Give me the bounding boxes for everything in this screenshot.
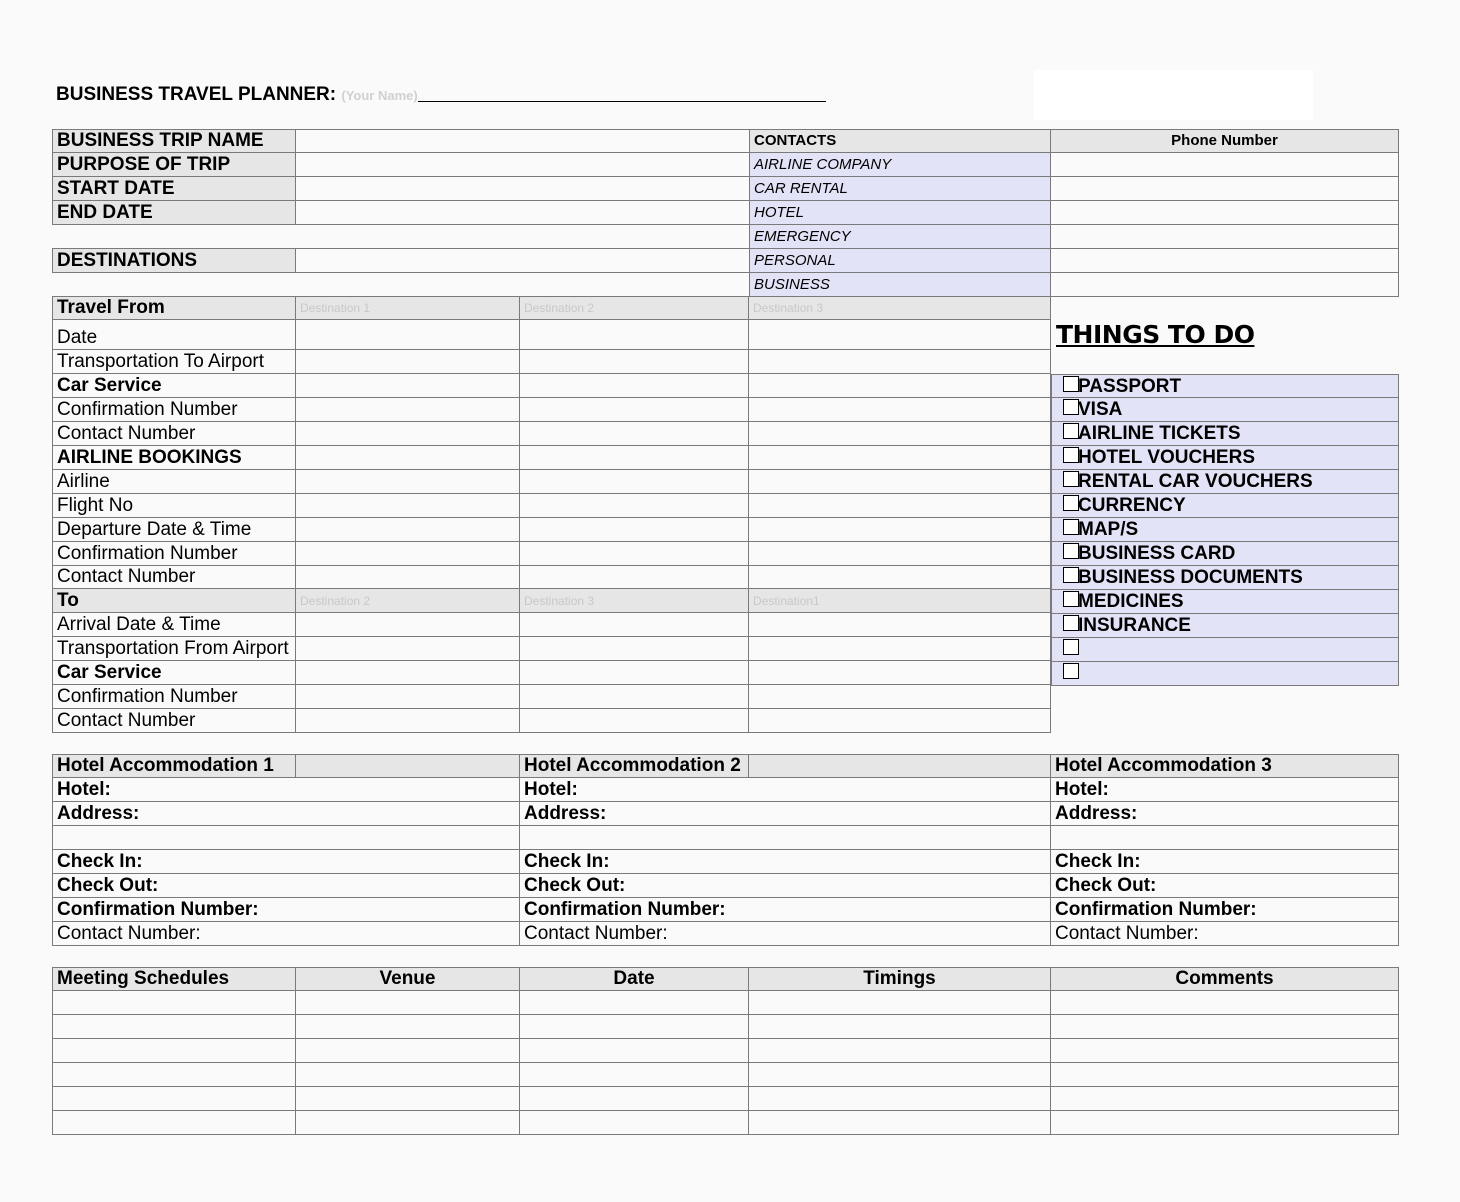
contact-label: HOTEL xyxy=(749,201,1051,225)
hotel-field[interactable]: Confirmation Number: xyxy=(52,898,520,922)
meeting-field[interactable] xyxy=(520,1063,749,1087)
itinerary-field[interactable] xyxy=(296,637,520,661)
meeting-header: Comments xyxy=(1051,967,1399,991)
todo-item xyxy=(1051,518,1399,542)
itinerary-field[interactable] xyxy=(749,470,1051,494)
hotel-field[interactable]: Confirmation Number: xyxy=(520,898,1051,922)
meeting-field[interactable] xyxy=(749,1039,1051,1063)
itinerary-row-label: Flight No xyxy=(52,494,296,518)
meeting-header: Timings xyxy=(749,967,1051,991)
checkbox-icon[interactable] xyxy=(1063,495,1079,511)
trip-name-field[interactable] xyxy=(296,129,750,153)
meeting-field[interactable] xyxy=(749,1015,1051,1039)
itinerary-field[interactable] xyxy=(749,422,1051,446)
itinerary-field[interactable] xyxy=(749,518,1051,542)
hotel-field[interactable]: Check Out: xyxy=(52,874,520,898)
contact-phone-field[interactable] xyxy=(1051,225,1399,249)
itinerary-field[interactable] xyxy=(520,398,749,422)
itinerary-field[interactable] xyxy=(749,566,1051,589)
todo-item-label: MAP/S xyxy=(1078,519,1139,540)
itinerary-row-label: Transportation From Airport xyxy=(52,637,296,661)
meeting-header: Meeting Schedules xyxy=(52,967,296,991)
hotel-field[interactable]: Hotel: xyxy=(1051,778,1399,802)
your-name-placeholder[interactable]: (Your Name) xyxy=(341,88,418,103)
destination-header: Destination 3 xyxy=(749,296,1051,320)
itinerary-field[interactable] xyxy=(520,446,749,470)
todo-item xyxy=(1051,614,1399,638)
itinerary-row-label: Transportation To Airport xyxy=(52,350,296,374)
itinerary-field[interactable] xyxy=(749,613,1051,637)
meeting-field[interactable] xyxy=(52,1063,296,1087)
hotel-field[interactable] xyxy=(520,826,1051,850)
todo-item-label: HOTEL VOUCHERS xyxy=(1078,447,1256,468)
itinerary-field[interactable] xyxy=(520,542,749,566)
todo-item-label: PASSPORT xyxy=(1078,376,1182,397)
itinerary-row-label: Car Service xyxy=(52,661,296,685)
logo-area xyxy=(1034,70,1313,120)
checkbox-icon[interactable] xyxy=(1063,543,1079,559)
start-date-field[interactable] xyxy=(296,177,750,201)
hotel-field[interactable]: Contact Number: xyxy=(1051,922,1399,946)
hotel-title-fill xyxy=(296,754,520,778)
hotel-title: Hotel Accommodation 3 xyxy=(1051,754,1399,778)
itinerary-field[interactable] xyxy=(296,709,520,733)
contact-label: PERSONAL xyxy=(749,249,1051,273)
itinerary-field[interactable] xyxy=(749,542,1051,566)
itinerary-field[interactable] xyxy=(520,374,749,398)
meeting-field[interactable] xyxy=(296,1015,520,1039)
contact-label: EMERGENCY xyxy=(749,225,1051,249)
purpose-label: PURPOSE OF TRIP xyxy=(52,153,296,177)
contact-phone-field[interactable] xyxy=(1051,249,1399,273)
meeting-field[interactable] xyxy=(749,1087,1051,1111)
trip-name-label: BUSINESS TRIP NAME xyxy=(52,129,296,153)
itinerary-field[interactable] xyxy=(749,637,1051,661)
itinerary-field[interactable] xyxy=(296,320,520,350)
itinerary-field[interactable] xyxy=(520,566,749,589)
checkbox-icon[interactable] xyxy=(1063,639,1079,655)
todo-item xyxy=(1051,398,1399,422)
checkbox-icon[interactable] xyxy=(1063,663,1079,679)
meeting-field[interactable] xyxy=(520,991,749,1015)
meeting-field[interactable] xyxy=(1051,1063,1399,1087)
itinerary-field[interactable] xyxy=(296,566,520,589)
meeting-field[interactable] xyxy=(749,1063,1051,1087)
meeting-field[interactable] xyxy=(749,991,1051,1015)
hotel-field[interactable]: Check In: xyxy=(52,850,520,874)
meeting-field[interactable] xyxy=(296,1111,520,1135)
itinerary-row-label: Departure Date & Time xyxy=(52,518,296,542)
todo-item xyxy=(1051,662,1399,686)
todo-item-label: INSURANCE xyxy=(1078,615,1191,636)
itinerary-field[interactable] xyxy=(296,374,520,398)
itinerary-field[interactable] xyxy=(520,709,749,733)
itinerary-field[interactable] xyxy=(296,542,520,566)
meeting-field[interactable] xyxy=(1051,1111,1399,1135)
checkbox-icon[interactable] xyxy=(1063,447,1079,463)
itinerary-field[interactable] xyxy=(749,320,1051,350)
itinerary-field[interactable] xyxy=(520,518,749,542)
itinerary-field[interactable] xyxy=(749,709,1051,733)
checkbox-icon[interactable] xyxy=(1063,423,1079,439)
hotel-title: Hotel Accommodation 2 xyxy=(520,754,749,778)
itinerary-row-label: Arrival Date & Time xyxy=(52,613,296,637)
itinerary-field[interactable] xyxy=(296,446,520,470)
contact-phone-field[interactable] xyxy=(1051,273,1399,297)
meeting-header: Date xyxy=(520,967,749,991)
meeting-field[interactable] xyxy=(1051,991,1399,1015)
destination-header: Destination 1 xyxy=(296,296,520,320)
contact-phone-field[interactable] xyxy=(1051,201,1399,225)
contact-label: AIRLINE COMPANY xyxy=(749,153,1051,177)
end-date-field[interactable] xyxy=(296,201,750,225)
itinerary-field[interactable] xyxy=(749,494,1051,518)
contact-phone-field[interactable] xyxy=(1051,153,1399,177)
travel-from-label: Travel From xyxy=(52,296,296,320)
start-date-label: START DATE xyxy=(52,177,296,201)
meeting-field[interactable] xyxy=(52,1015,296,1039)
itinerary-field[interactable] xyxy=(520,637,749,661)
meeting-field[interactable] xyxy=(52,1087,296,1111)
hotel-field[interactable]: Contact Number: xyxy=(52,922,520,946)
itinerary-field[interactable] xyxy=(296,661,520,685)
hotel-field[interactable]: Address: xyxy=(52,802,520,826)
phone-header: Phone Number xyxy=(1051,129,1399,153)
itinerary-field[interactable] xyxy=(749,446,1051,470)
checkbox-icon[interactable] xyxy=(1063,376,1079,392)
hotel-field[interactable]: Check In: xyxy=(520,850,1051,874)
todo-item-label: BUSINESS CARD xyxy=(1078,543,1236,564)
itinerary-field[interactable] xyxy=(749,374,1051,398)
itinerary-field[interactable] xyxy=(520,613,749,637)
title-text: BUSINESS TRAVEL PLANNER: xyxy=(56,84,337,105)
meeting-field[interactable] xyxy=(296,1087,520,1111)
itinerary-field[interactable] xyxy=(520,470,749,494)
meeting-field[interactable] xyxy=(520,1015,749,1039)
name-underline xyxy=(418,83,826,102)
meeting-field[interactable] xyxy=(296,1039,520,1063)
hotel-field[interactable]: Check In: xyxy=(1051,850,1399,874)
todo-item xyxy=(1051,542,1399,566)
todo-item xyxy=(1051,638,1399,662)
itinerary-field[interactable] xyxy=(749,661,1051,685)
itinerary-field[interactable] xyxy=(296,470,520,494)
contacts-header: CONTACTS xyxy=(749,129,1051,153)
itinerary-field[interactable] xyxy=(296,350,520,374)
meeting-field[interactable] xyxy=(1051,1015,1399,1039)
itinerary-field[interactable] xyxy=(296,398,520,422)
itinerary-row-label: Contact Number xyxy=(52,422,296,446)
meeting-field[interactable] xyxy=(520,1039,749,1063)
itinerary-row-label: Confirmation Number xyxy=(52,542,296,566)
itinerary-row-label: Confirmation Number xyxy=(52,398,296,422)
todo-item-label: BUSINESS DOCUMENTS xyxy=(1078,567,1303,588)
destination-header: Destination 3 xyxy=(520,589,749,613)
itinerary-field[interactable] xyxy=(296,518,520,542)
meeting-field[interactable] xyxy=(296,1063,520,1087)
destination-header: Destination1 xyxy=(749,589,1051,613)
meeting-field[interactable] xyxy=(749,1111,1051,1135)
itinerary-row-label: Contact Number xyxy=(52,566,296,589)
itinerary-field[interactable] xyxy=(296,422,520,446)
todo-item xyxy=(1051,566,1399,590)
meeting-field[interactable] xyxy=(52,1111,296,1135)
hotel-field[interactable]: Address: xyxy=(520,802,1051,826)
checkbox-icon[interactable] xyxy=(1063,615,1079,631)
destination-header: Destination 2 xyxy=(520,296,749,320)
meeting-field[interactable] xyxy=(1051,1087,1399,1111)
checkbox-icon[interactable] xyxy=(1063,591,1079,607)
todo-item-label: AIRLINE TICKETS xyxy=(1078,423,1241,444)
meeting-field[interactable] xyxy=(52,991,296,1015)
todo-item-label: VISA xyxy=(1078,399,1123,420)
checkbox-icon[interactable] xyxy=(1063,519,1079,535)
contact-label: CAR RENTAL xyxy=(749,177,1051,201)
page-title xyxy=(56,83,826,106)
destination-header: Destination 2 xyxy=(296,589,520,613)
itinerary-field[interactable] xyxy=(520,494,749,518)
hotel-field[interactable]: Address: xyxy=(1051,802,1399,826)
itinerary-row-label: Confirmation Number xyxy=(52,685,296,709)
itinerary-field[interactable] xyxy=(749,350,1051,374)
todo-item-label: MEDICINES xyxy=(1078,591,1184,612)
meeting-header: Venue xyxy=(296,967,520,991)
itinerary-row-label: Date xyxy=(52,320,296,350)
hotel-field[interactable]: Check Out: xyxy=(1051,874,1399,898)
destinations-field[interactable] xyxy=(296,248,750,273)
itinerary-field[interactable] xyxy=(749,398,1051,422)
itinerary-field[interactable] xyxy=(520,422,749,446)
hotel-field[interactable] xyxy=(52,826,520,850)
to-label: To xyxy=(52,589,296,613)
meeting-field[interactable] xyxy=(52,1039,296,1063)
hotel-field[interactable]: Confirmation Number: xyxy=(1051,898,1399,922)
hotel-title-fill xyxy=(749,754,1051,778)
itinerary-field[interactable] xyxy=(749,685,1051,709)
hotel-field[interactable] xyxy=(1051,826,1399,850)
itinerary-field[interactable] xyxy=(296,613,520,637)
destinations-label: DESTINATIONS xyxy=(52,248,296,273)
itinerary-field[interactable] xyxy=(520,350,749,374)
meeting-field[interactable] xyxy=(520,1087,749,1111)
meeting-field[interactable] xyxy=(520,1111,749,1135)
meeting-field[interactable] xyxy=(296,991,520,1015)
itinerary-field[interactable] xyxy=(296,685,520,709)
itinerary-row-label: Car Service xyxy=(52,374,296,398)
contact-phone-field[interactable] xyxy=(1051,177,1399,201)
checkbox-icon[interactable] xyxy=(1063,567,1079,583)
todo-item xyxy=(1051,446,1399,470)
todo-item xyxy=(1051,374,1399,398)
todo-item-label: CURRENCY xyxy=(1078,495,1186,516)
todo-item xyxy=(1051,470,1399,494)
contact-label: BUSINESS xyxy=(749,273,1051,297)
checkbox-icon[interactable] xyxy=(1063,399,1079,415)
itinerary-field[interactable] xyxy=(520,661,749,685)
itinerary-row-label: AIRLINE BOOKINGS xyxy=(52,446,296,470)
todo-item-label: RENTAL CAR VOUCHERS xyxy=(1078,471,1313,492)
todo-item xyxy=(1051,590,1399,614)
purpose-field[interactable] xyxy=(296,153,750,177)
end-date-label: END DATE xyxy=(52,201,296,225)
hotel-field[interactable]: Check Out: xyxy=(520,874,1051,898)
itinerary-row-label: Airline xyxy=(52,470,296,494)
hotel-field[interactable]: Contact Number: xyxy=(520,922,1051,946)
checkbox-icon[interactable] xyxy=(1063,471,1079,487)
hotel-field[interactable]: Hotel: xyxy=(52,778,520,802)
hotel-title: Hotel Accommodation 1 xyxy=(52,754,296,778)
meeting-field[interactable] xyxy=(1051,1039,1399,1063)
hotel-field[interactable]: Hotel: xyxy=(520,778,1051,802)
itinerary-row-label: Contact Number xyxy=(52,709,296,733)
todo-item xyxy=(1051,422,1399,446)
things-to-do-title: THINGS TO DO xyxy=(1056,320,1255,349)
itinerary-field[interactable] xyxy=(520,685,749,709)
itinerary-field[interactable] xyxy=(296,494,520,518)
todo-item xyxy=(1051,494,1399,518)
itinerary-field[interactable] xyxy=(520,320,749,350)
